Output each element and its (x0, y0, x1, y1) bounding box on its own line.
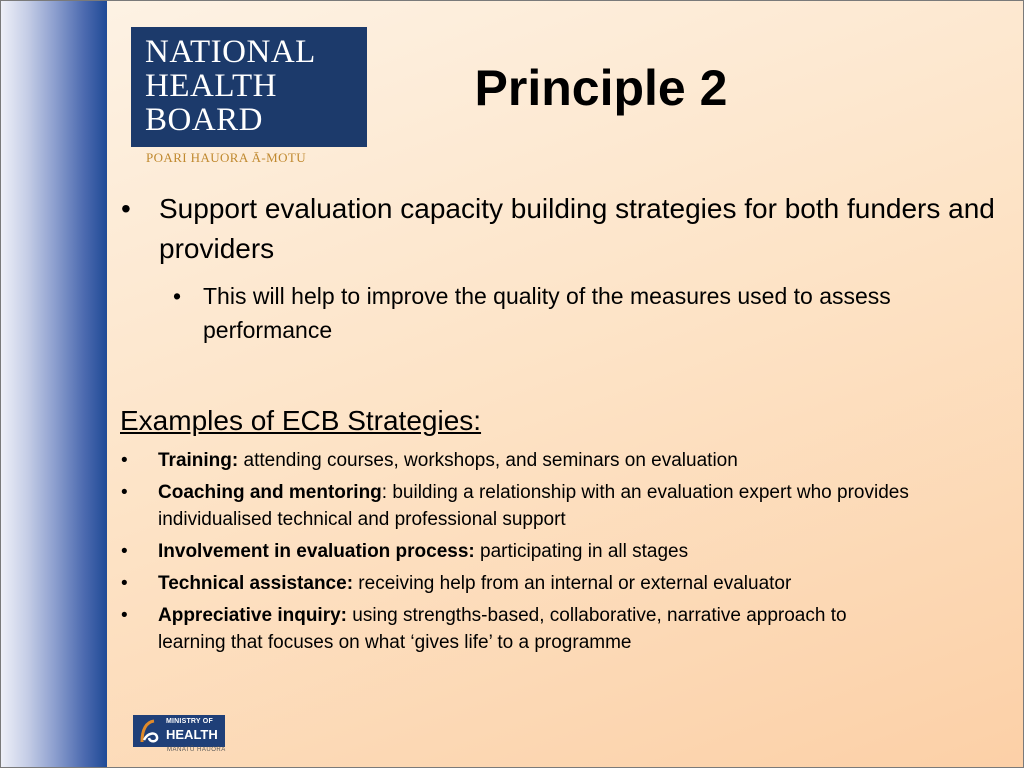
strategy-description: attending courses, workshops, and seminars on evaluation (238, 450, 738, 471)
main-bullet-text: Support evaluation capacity building strategies for both funders and providers (159, 193, 995, 264)
strategy-term: Training: (158, 450, 239, 471)
side-gradient-bar (1, 1, 107, 768)
list-item (119, 602, 919, 656)
strategy-description: using strengths-based, collaborative, narrative approach to learning that focuses on what ‘gives life’ to a programme (158, 605, 847, 653)
examples-heading: Examples of ECB Strategies: (120, 405, 482, 436)
list-item (119, 538, 919, 565)
strategy-description: participating in all stages (474, 541, 689, 562)
main-bullet-list (119, 189, 999, 347)
list-item (119, 479, 919, 533)
list-item (119, 570, 919, 597)
koru-icon (136, 718, 162, 744)
slide-title: Principle 2 (474, 60, 728, 116)
strategy-description: : building a relationship with an evaluation expert who provides individualised technical and professional support (158, 482, 909, 530)
main-bullet (119, 189, 999, 347)
strategy-term: Involvement in evaluation process: (158, 541, 475, 562)
national-health-board-logo (131, 27, 367, 147)
strategy-term: Coaching and mentoring (158, 482, 382, 503)
logo-subtitle: POARI HAUORA Ā-MOTU (146, 150, 306, 165)
logo-line-2: HEALTH (145, 68, 277, 104)
logo-line-1: NATIONAL (145, 34, 316, 70)
strategy-description: receiving help from an internal or external evaluator (353, 573, 792, 594)
moh-logo-subtitle: MANATŪ HAUORA (167, 747, 226, 753)
list-item (119, 447, 919, 474)
logo-line-3: BOARD (145, 102, 264, 138)
strategy-term: Appreciative inquiry: (158, 605, 347, 626)
ecb-strategies-list (119, 447, 919, 661)
sub-bullet (159, 279, 999, 347)
strategy-term: Technical assistance: (158, 573, 354, 594)
sub-bullet-list (159, 279, 999, 347)
ministry-of-health-logo (133, 715, 225, 747)
sub-bullet-text: This will help to improve the quality of the measures used to assess performance (203, 283, 891, 343)
moh-logo-line-1: MINISTRY OF (166, 718, 213, 725)
moh-logo-line-2: HEALTH (166, 727, 218, 742)
